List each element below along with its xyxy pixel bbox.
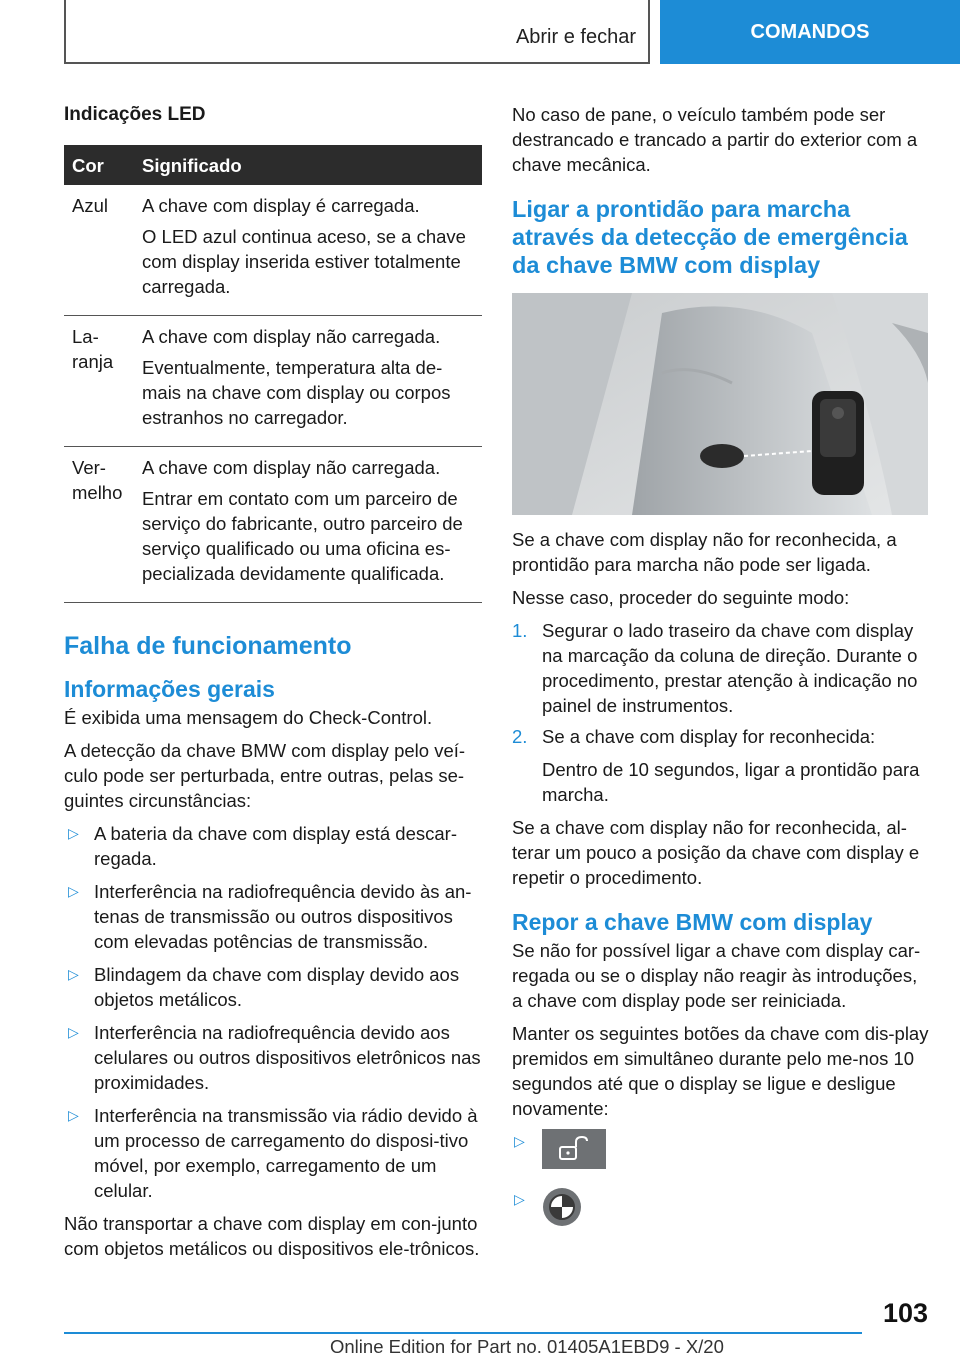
mechanical-key-paragraph: No caso de pane, o veículo também pode ser destrancado e trancado a partir do exterior com a chave mecânica. — [512, 104, 918, 175]
list-item-text: Interferência na transmissão via rádio devido à um processo de carregamento do disposi-tivo móvel, por exemplo, carregamento de um celular. — [94, 1105, 478, 1201]
step-text: Segurar o lado traseiro da chave com display na marcação da coluna de direção. Durante o procedimento, prestar atenção à indicação no painel de instrumentos. — [542, 620, 918, 716]
table-row — [64, 185, 482, 316]
triangle-bullet-icon: ▷ — [68, 883, 79, 899]
row-color: Azul — [64, 185, 134, 316]
step-sub-text: Dentro de 10 segundos, ligar a prontidão para marcha. — [542, 759, 920, 805]
header-section-title: Abrir e fechar — [515, 26, 636, 48]
led-table-header — [64, 145, 482, 185]
header-separator — [648, 0, 650, 64]
procedure-intro-paragraph: Nesse caso, proceder do seguinte modo: — [512, 587, 850, 608]
hold-buttons-paragraph: Manter os seguintes botões da chave com dis-play premidos em simultâneo durante pelo me-nos 10 segundos até que o display se ligue e desligue novamente: — [512, 1023, 929, 1119]
right-column — [512, 102, 930, 1245]
row-meaning — [134, 185, 482, 316]
list-item — [64, 962, 482, 1012]
row-color: La- ranja — [64, 316, 134, 447]
triangle-bullet-icon: ▷ — [68, 1107, 79, 1123]
page-number: 103 — [882, 1298, 928, 1328]
procedure-steps — [512, 618, 930, 807]
left-column — [64, 102, 482, 1269]
emergency-detection-title: Ligar a prontidão para marcha através da detecção de emergência da chave BMW com display — [512, 196, 908, 278]
meaning-line: A chave com display não carregada. — [142, 326, 441, 347]
meaning-line: Entrar em contato com um parceiro de serviço do fabricante, outro parceiro de serviço qualificado ou uma oficina es-pecializada devidamente qualificada. — [142, 488, 463, 584]
meaning-line: A chave com display não carregada. — [142, 457, 441, 478]
triangle-bullet-icon: ▷ — [514, 1191, 525, 1207]
row-meaning — [134, 316, 482, 447]
row-color: Ver- melho — [64, 447, 134, 603]
list-item — [512, 1129, 930, 1183]
list-item-text: Interferência na radiofrequência devido às an-tenas de transmissão ou outros dispositivos com elevadas potências de transmissão. — [94, 881, 472, 952]
step-text: Se a chave com display for reconhecida: — [542, 726, 876, 747]
list-item — [512, 724, 930, 807]
not-recognized-paragraph: Se a chave com display não for reconhecida, a prontidão para marcha não pode ser ligada. — [512, 529, 897, 575]
header-chapter-tab[interactable]: COMANDOS — [660, 0, 960, 64]
meaning-line: O LED azul continua aceso, se a chave com display inserida estiver totalmente carregada. — [142, 226, 466, 297]
circumstances-list — [64, 821, 482, 1203]
list-item-text: A bateria da chave com display está descar-regada. — [94, 823, 457, 869]
list-item — [64, 1103, 482, 1203]
header-bottom-rule — [64, 62, 650, 64]
steering-column-key-photo — [512, 293, 928, 515]
check-control-paragraph: É exibida uma mensagem do Check-Control. — [64, 707, 433, 728]
col-header-color: Cor — [64, 145, 134, 185]
triangle-bullet-icon: ▷ — [514, 1133, 525, 1149]
reset-paragraph: Se não for possível ligar a chave com display car-regada ou se o display não reagir às introduções, a chave com display pode ser reiniciada. — [512, 940, 921, 1011]
header-left-rule — [64, 0, 66, 64]
general-info-title: Informações gerais — [64, 676, 275, 702]
triangle-bullet-icon: ▷ — [68, 825, 79, 841]
unlock-button-icon — [542, 1129, 606, 1169]
step-number: 1. — [512, 620, 528, 641]
triangle-bullet-icon: ▷ — [68, 966, 79, 982]
meaning-line: A chave com display é carregada. — [142, 195, 420, 216]
list-item — [512, 1187, 930, 1241]
list-item — [64, 821, 482, 871]
row-meaning — [134, 447, 482, 603]
transport-warning-paragraph: Não transportar a chave com display em con-junto com objetos metálicos ou dispositivos ele-trônicos. — [64, 1213, 480, 1259]
list-item — [512, 618, 930, 718]
reset-key-title: Repor a chave BMW com display — [512, 909, 873, 935]
detection-paragraph: A detecção da chave BMW com display pelo veí-culo pode ser perturbada, entre outras, pelas se-guintes circunstâncias: — [64, 740, 466, 811]
list-item-text: Interferência na radiofrequência devido aos celulares ou outros dispositivos eletrônicos nas proximidades. — [94, 1022, 481, 1093]
list-item — [64, 879, 482, 954]
col-header-meaning: Significado — [134, 145, 482, 185]
step-number: 2. — [512, 726, 528, 747]
list-item-text: Blindagem da chave com display devido aos objetos metálicos. — [94, 964, 460, 1010]
meaning-line: Eventualmente, temperatura alta de-mais na chave com display ou corpos estranhos no carregador. — [142, 357, 451, 428]
footer-edition: Online Edition for Part no. 01405A1EBD9 - X/20 — [330, 1336, 724, 1357]
led-table — [64, 145, 482, 603]
led-indications-title: Indicações LED — [64, 104, 206, 125]
reposition-paragraph: Se a chave com display não for reconhecida, al-terar um pouco a posição da chave com display e repetir o procedimento. — [512, 817, 920, 888]
malfunction-title: Falha de funcionamento — [64, 632, 352, 660]
table-row — [64, 316, 482, 447]
table-row — [64, 447, 482, 603]
footer-rule — [64, 1332, 862, 1334]
list-item — [64, 1020, 482, 1095]
bmw-logo-button-icon — [542, 1187, 582, 1227]
triangle-bullet-icon: ▷ — [68, 1024, 79, 1040]
